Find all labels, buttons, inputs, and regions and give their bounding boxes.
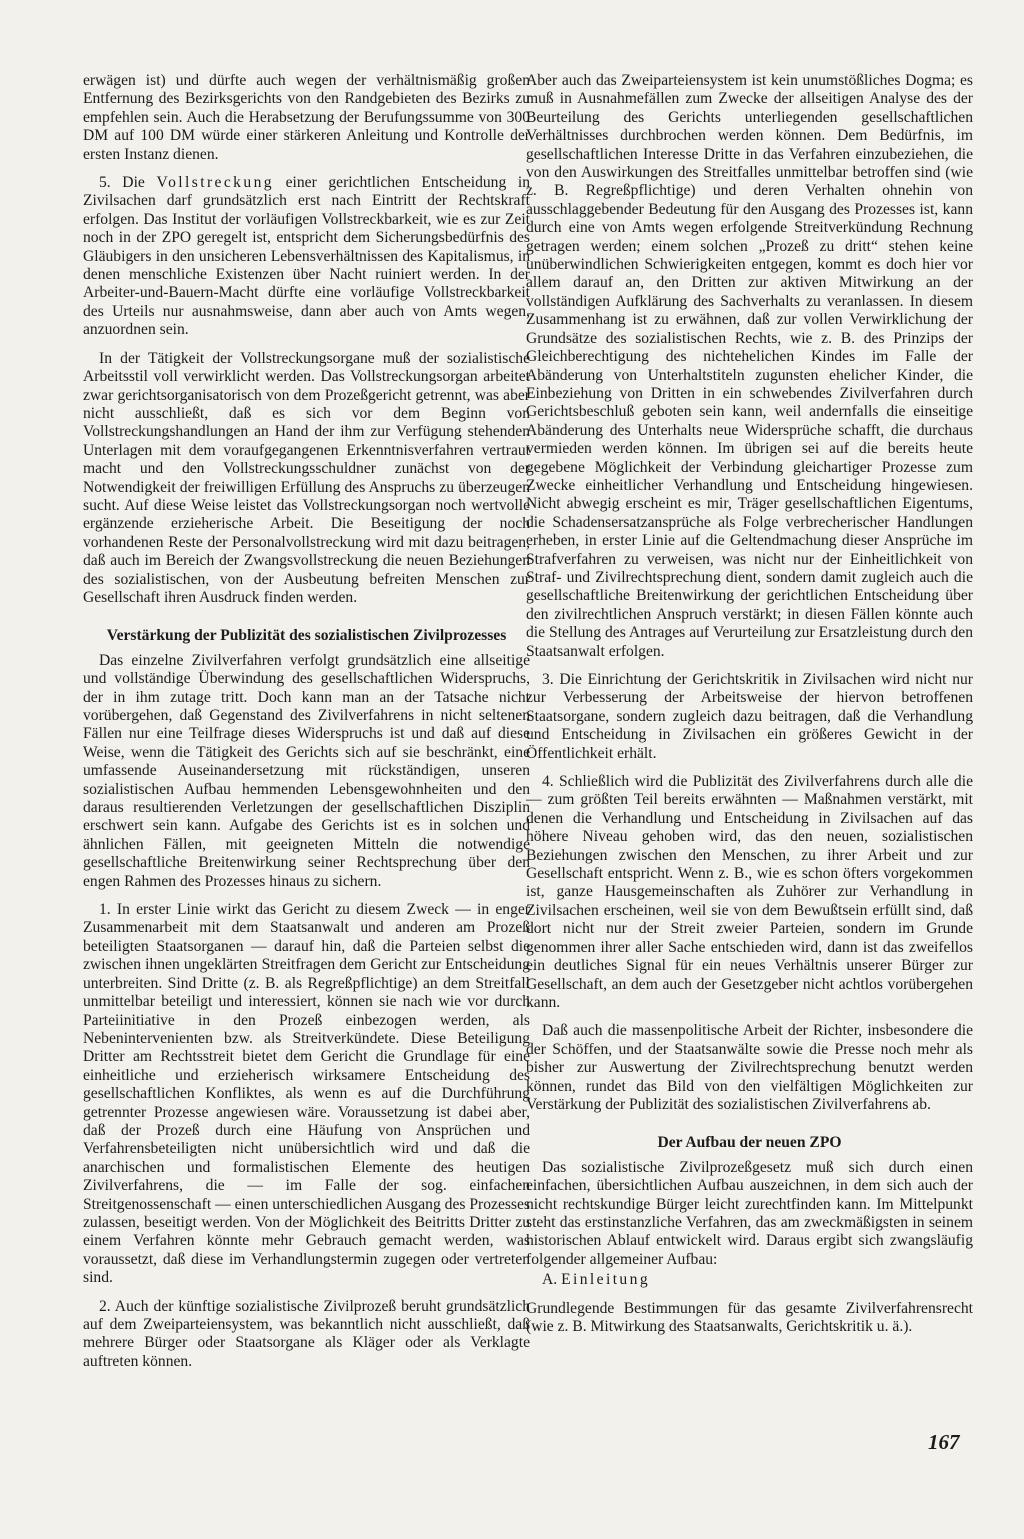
paragraph: Daß auch die massenpolitische Arbeit der Richter, insbesondere die der Schöffen, und der Staatsanwälte sowie die Presse noch mehr als bisher zur Auswertung der Zivilrechtsprechung benutzt werden können, rundet das Bild von den vielfältigen Möglichkeiten zur Verstärkung der Publizität des sozialistischen Zivilverfahrens ab.	[526, 1022, 973, 1113]
paragraph: Aber auch das Zweiparteiensystem ist kein unumstößliches Dogma; es muß in Ausnahmefällen zum Zwecke der allseitigen Analyse des der Beurteilung des Gerichts unterliegenden gesellschaftlichen Verhältnisses durchbrochen werden können. Dem Bedürfnis, im gesellschaftlichen Interesse Dritte in das Verfahren einzubeziehen, die von den Auswirkungen des Streitfalles unmittelbar betroffen sind (wie z. B. Regreßpflichtige) und deren Verhalten ohnehin von ausschlaggebender Bedeutung für den Ausgang des Prozesses ist, kann durch eine von Amts wegen erfolgende Streitverkündung Rechnung getragen werden; einem solchen „Prozeß zu dritt“ stehen keine unüberwindlichen Schwierigkeiten entgegen, kommt es doch hier vor allem darauf an, den Dritten zur aktiven Mitwirkung an der vollständigen Aufklärung des Sachverhalts zu veranlassen. In diesem Zusammenhang ist zu erwähnen, daß zur vollen Verwirklichung der Grundsätze des sozialistischen Rechts, wie z. B. des Prinzips der Gleichberechtigung des nichtehelichen Kindes im Falle der Abänderung von Unterhaltstiteln zugunsten ehelicher Kinder, die Einbeziehung von Dritten in ein schwebendes Zivilverfahren durch Gerichtsbeschluß geboten sein kann, weil andernfalls die einseitige Abänderung des Unterhalts neue Widersprüche schafft, die durchaus vermieden werden können. Im übrigen sei auf die bereits heute gegebene Möglichkeit der Verbindung gleichartiger Prozesse zum Zwecke einheitlicher Verhandlung und Entscheidung hingewiesen. Nicht abwegig erscheint es mir, Träger gesellschaftlichen Eigentums, die Schadensersatzansprüche als Folge verbrecherischer Handlungen erheben, in erster Linie auf die Geltendmachung dieser Ansprüche im Strafverfahren zu verweisen, was nicht nur der Einheitlichkeit von Straf- und Zivilrechtsprechung dient, sondern damit zugleich auch die gesellschaftliche Breitenwirkung der gerichtlichen Entscheidung über den zivilrechtlichen Anspruch verstärkt; in diesen Fällen könnte auch die Stellung des Antrages auf Verurteilung zur Ersatzleistung durch den Staatsanwalt erfolgen.	[526, 72, 973, 660]
paragraph: 2. Auch der künftige sozialistische Zivilprozeß beruht grundsätzlich auf dem Zweiparteiensystem, was bekanntlich nicht ausschließt, daß mehrere Bürger oder Staatsorgane als Kläger oder als Verklagte auftreten können.	[83, 1297, 530, 1370]
section-heading-aufbau: Der Aufbau der neuen ZPO	[657, 1134, 842, 1152]
outline-item-a	[526, 1271, 973, 1289]
spaced-keyword: Vollstreckung	[156, 174, 274, 192]
paragraph-vollstreckung	[83, 174, 530, 340]
paragraph-number: 5. Die	[99, 174, 157, 192]
paragraph: 4. Schließlich wird die Publizität des Zivilverfahrens durch alle die — zum größten Teil bereits erwähnten — Maßnahmen verstärkt, mit denen die Verhandlung und Entscheidung in Zivilsachen auf das höhere Niveau gehoben wird, das den neuen, sozialistischen Beziehungen zwischen den Menschen, zu ihrer Arbeit und zur Gesellschaft entspricht. Wenn z. B., wie es schon öfters vorgekommen ist, ganze Hausgemeinschaften als Zuhörer zur Verhandlung in Zivilsachen erscheinen, weil sie von dem Bewußtsein erfüllt sind, daß dort nicht nur der Streit zweier Parteien, sondern im Grunde genommen ihrer aller Sache entschieden wird, dann ist das zweifellos ein deutliches Signal für ein neues Verhältnis unserer Bürger zur Gesellschaft, an dem auch der Gesetzgeber nicht achtlos vorübergehen kann.	[526, 773, 973, 1011]
right-column	[526, 72, 973, 1346]
paragraph: erwägen ist) und dürfte auch wegen der verhältnismäßig großen Entfernung des Bezirksgerichts von den Randgebieten des Bezirks zu empfehlen sein. Auch die Herabsetzung der Berufungssumme von 300 DM auf 100 DM würde einer stärkeren Anleitung und Kontrolle der ersten Instanz dienen.	[83, 72, 530, 163]
paragraph: Das sozialistische Zivilprozeßgesetz muß sich durch einen einfachen, übersichtlichen Aufbau auszeichnen, in dem sich auch der nicht rechtskundige Bürger leicht zurechtfinden kann. Im Mittelpunkt steht das erstinstanzliche Verfahren, das am zweckmäßigsten in seinem historischen Ablauf entwickelt wird. Daraus ergibt sich zwangsläufig folgender allgemeiner Aufbau:	[526, 1158, 973, 1268]
outline-title: Einleitung	[561, 1271, 651, 1289]
paragraph: 3. Die Einrichtung der Gerichtskritik in Zivilsachen wird nicht nur zur Verbesserung der Arbeitsweise der hiervon betroffenen Staatsorgane, sondern zugleich dazu beitragen, daß die Verhandlung und Entscheidung in Zivilsachen ein größeres Gewicht in der Öffentlichkeit erhält.	[526, 671, 973, 762]
paragraph-text: einer gerichtlichen Entscheidung in Zivilsachen darf grundsätzlich erst nach Eintritt der Rechtskraft erfolgen. Das Institut der vorläufigen Vollstreckbarkeit, wie es zur Zeit noch in der ZPO geregelt ist, entspricht dem Sicherungsbedürfnis des Gläubigers in den unsicheren Lebensverhältnissen des Kapitalismus, in denen menschliche Existenzen über Nacht ruiniert werden. In der Arbeiter-und-Bauern-Macht dürfte eine vorläufige Vollstreckbarkeit des Urteils nur ausnahmsweise, dann aber auch von Amts wegen, anzuordnen sein.	[83, 174, 530, 339]
outline-item-text: Grundlegende Bestimmungen für das gesamte Zivilverfahrensrecht (wie z. B. Mitwirkung des Staatsanwalts, Gerichtskritik u. ä.).	[526, 1299, 973, 1335]
left-column	[83, 72, 530, 1381]
paragraph: 1. In erster Linie wirkt das Gericht zu diesem Zweck — in enger Zusammenarbeit mit dem Staatsanwalt und anderen am Prozeß beteiligten Staatsorganen — darauf hin, daß die Parteien selbst die zwischen ihnen ungeklärten Streitfragen dem Gericht zur Entscheidung unterbreiten. Sind Dritte (z. B. als Regreßpflichtige) an dem Streitfall unmittelbar beteiligt und interessiert, können sie nach wie vor durch Parteiinitiative in den Prozeß einbezogen werden, als Nebenintervenienten bzw. als Streitverkündete. Diese Beteiligung Dritter am Rechtsstreit bietet dem Gericht die Grundlage für eine einheitliche und erzieherisch wirksamere Entscheidung des gesellschaftlichen Konfliktes, als wenn es auf die Durchführung getrennter Prozesse angewiesen wäre. Voraussetzung ist dabei aber, daß der Prozeß durch eine Häufung von Ansprüchen und Verfahrensbeteiligten nicht unübersichtlich wird und daß die anarchischen und formalistischen Elemente des heutigen Zivilverfahrens, die — im Falle der sog. einfachen Streitgenossenschaft — einen unterschiedlichen Ausgang des Prozesses zulassen, beseitigt werden. Von der Möglichkeit des Beitritts Dritter zu einem Verfahren könnte mehr Gebrauch gemacht werden, was voraussetzt, daß diese im Verhandlungstermin zugegen oder vertreten sind.	[83, 901, 530, 1287]
outline-letter: A.	[542, 1271, 562, 1289]
paragraph: In der Tätigkeit der Vollstreckungsorgane muß der sozialistische Arbeitsstil voll verwirklicht werden. Das Vollstreckungsorgan arbeitet zwar gerichtsorganisatorisch von dem Prozeßgericht getrennt, was aber nicht ausschließt, daß es sich vor dem Beginn von Vollstreckungshandlungen an Hand der ihm zur Verfügung stehenden Unterlagen mit dem voraufgegangenen Erkenntnisverfahren vertraut macht und den Vollstreckungsschuldner zunächst von der Notwendigkeit der freiwilligen Erfüllung des Anspruchs zu überzeugen sucht. Auf diese Weise leistet das Vollstreckungsorgan noch wertvolle ergänzende erzieherische Arbeit. Die Beseitigung der noch vorhandenen Reste der Personalvollstreckung wird mit dazu beitragen, daß auch im Bereich der Zwangsvollstreckung die neuen Beziehungen des sozialistischen, von der Ausbeutung befreiten Menschen zur Gesellschaft ihren Ausdruck finden werden.	[83, 349, 530, 606]
section-heading-publizitaet: Verstärkung der Publizität des sozialistischen Zivilprozesses	[106, 627, 507, 645]
page-number: 167	[928, 1430, 960, 1454]
paragraph: Das einzelne Zivilverfahren verfolgt grundsätzlich eine allseitige und vollständige Überwindung des gesellschaftlichen Widerspruchs, der in ihm zutage tritt. Doch kann man an der Tatsache nicht vorübergehen, daß Gegenstand des Zivilverfahrens in nicht seltenen Fällen nur eine Teilfrage dieses Widerspruchs ist und daß auf diese Weise, wenn die Tätigkeit des Gerichts sich auf sie beschränkt, eine umfassende Auseinandersetzung mit rückständigen, unseren sozialistischen Aufbau hemmenden Lebensgewohnheiten und den daraus resultierenden Verletzungen der gesellschaftlichen Disziplin erschwert sein kann. Aufgabe des Gerichts ist es in solchen und ähnlichen Fällen, mit geeigneten Mitteln die notwendige gesellschaftliche Breitenwirkung seiner Rechtsprechung über den engen Rahmen des Prozesses hinaus zu sichern.	[83, 651, 530, 890]
